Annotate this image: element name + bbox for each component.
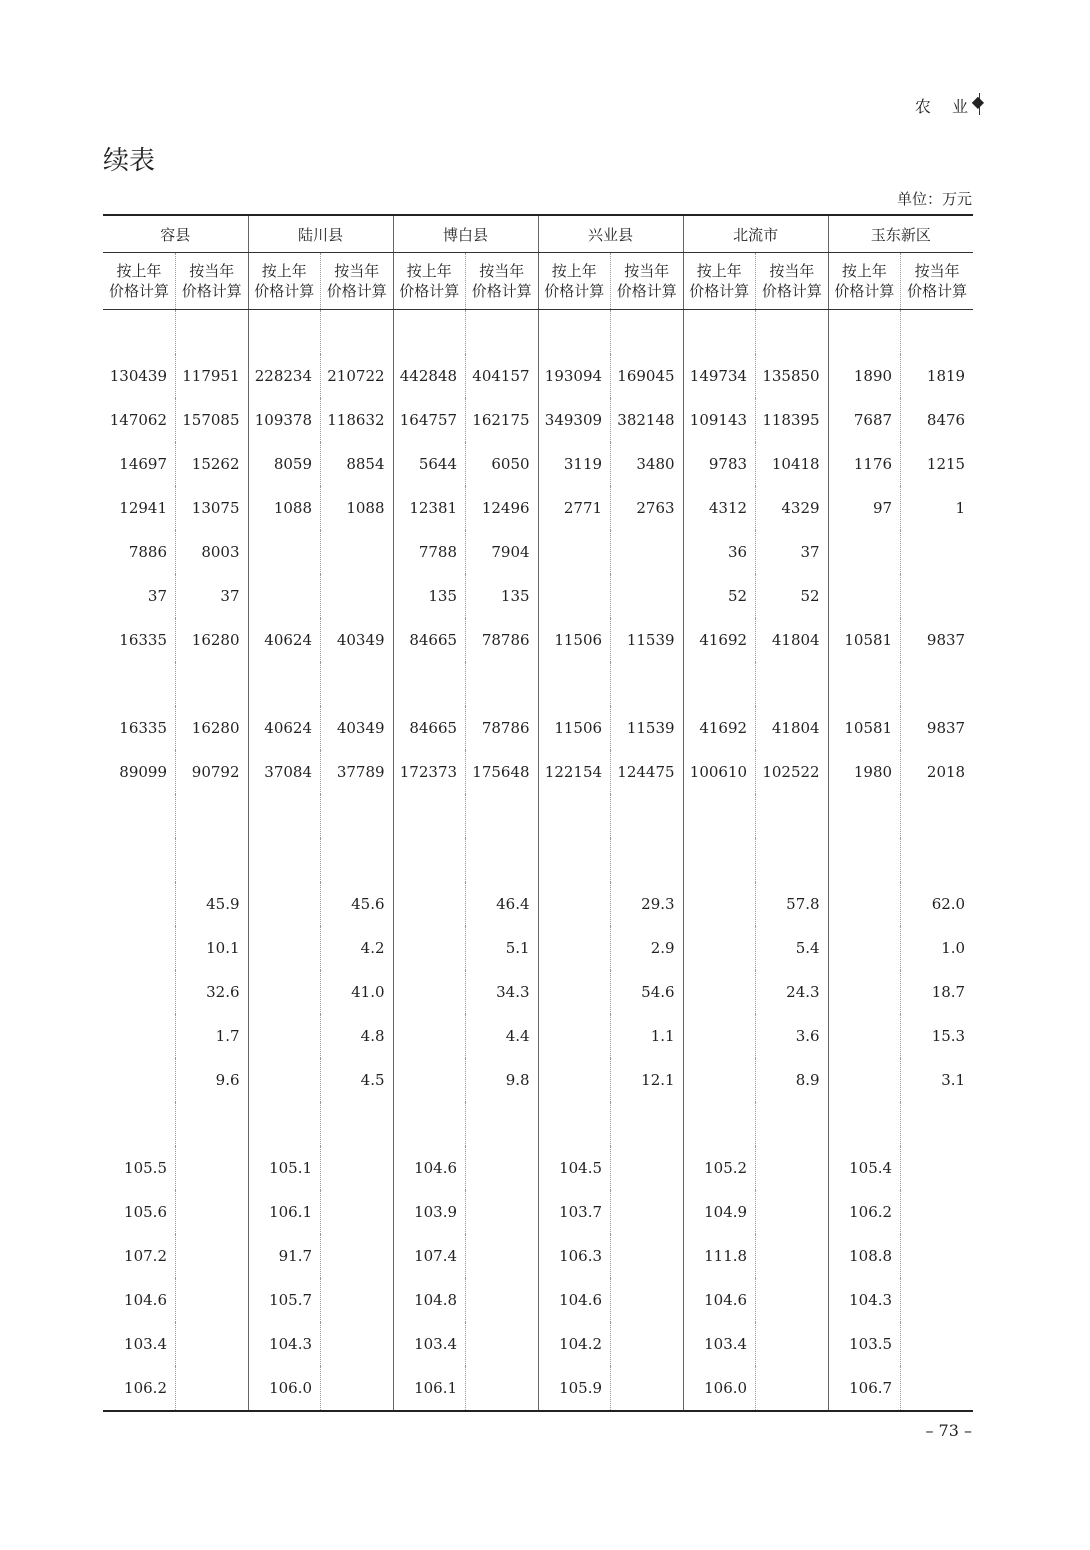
table-row xyxy=(103,1234,973,1278)
table-cell xyxy=(901,574,974,618)
unit-label: 单位：万元 xyxy=(896,190,972,208)
table-row xyxy=(103,1366,973,1411)
table-cell: 103.7 xyxy=(538,1190,611,1234)
table-cell xyxy=(466,1146,539,1190)
table-row xyxy=(103,1014,973,1058)
table-cell: 16280 xyxy=(176,618,249,662)
table-cell xyxy=(321,1366,394,1411)
table-cell xyxy=(683,970,756,1014)
table-cell: 122154 xyxy=(538,750,611,794)
table-row xyxy=(103,1278,973,1322)
table-cell: 32.6 xyxy=(176,970,249,1014)
table-cell: 124475 xyxy=(611,750,684,794)
table-cell xyxy=(248,970,321,1014)
table-cell: 34.3 xyxy=(466,970,539,1014)
table-cell: 3119 xyxy=(538,442,611,486)
table-cell xyxy=(538,1058,611,1102)
table-cell: 15262 xyxy=(176,442,249,486)
table-cell: 13075 xyxy=(176,486,249,530)
table-cell: 103.5 xyxy=(828,1322,901,1366)
table-cell: 90792 xyxy=(176,750,249,794)
table-cell xyxy=(393,926,466,970)
table-cell: 1088 xyxy=(248,486,321,530)
table-row xyxy=(103,1190,973,1234)
table-cell: 37 xyxy=(176,574,249,618)
table-cell xyxy=(538,970,611,1014)
table-cell: 15.3 xyxy=(901,1014,974,1058)
table-cell: 1.1 xyxy=(611,1014,684,1058)
table-cell: 11539 xyxy=(611,706,684,750)
table-cell: 104.6 xyxy=(124,1291,167,1309)
table-cell: 1819 xyxy=(901,354,974,398)
column-subheader: 按上年 价格计算 xyxy=(538,253,611,310)
table-cell xyxy=(828,926,901,970)
table-cell: 6050 xyxy=(466,442,539,486)
table-cell: 7886 xyxy=(128,543,167,561)
table-subheader-row xyxy=(103,253,973,310)
table-cell: 9837 xyxy=(901,618,974,662)
table-cell: 404157 xyxy=(466,354,539,398)
table-cell: 111.8 xyxy=(683,1234,756,1278)
column-subheader: 按当年 价格计算 xyxy=(321,253,394,310)
table-cell: 9.6 xyxy=(176,1058,249,1102)
table-cell xyxy=(828,1058,901,1102)
table-cell: 11539 xyxy=(611,618,684,662)
table-spacer-row xyxy=(103,310,973,355)
table-cell: 40349 xyxy=(321,618,394,662)
table-cell: 1176 xyxy=(828,442,901,486)
table-cell: 118395 xyxy=(756,398,829,442)
column-subheader: 按当年 价格计算 xyxy=(176,253,249,310)
column-subheader: 按上年 价格计算 xyxy=(828,253,901,310)
table-cell: 5.4 xyxy=(756,926,829,970)
table-cell: 135 xyxy=(466,574,539,618)
table-cell: 1.0 xyxy=(901,926,974,970)
table-cell xyxy=(321,574,394,618)
diamond-icon: ◆ xyxy=(971,92,984,111)
table-cell: 37 xyxy=(756,530,829,574)
table-cell xyxy=(756,1234,829,1278)
table-row xyxy=(103,970,973,1014)
table-cell xyxy=(901,530,974,574)
table-cell: 106.1 xyxy=(248,1190,321,1234)
table-cell: 2763 xyxy=(611,486,684,530)
table-row xyxy=(103,1322,973,1366)
table-cell: 54.6 xyxy=(611,970,684,1014)
table-cell: 172373 xyxy=(393,750,466,794)
table-cell xyxy=(901,1190,974,1234)
table-cell: 84665 xyxy=(393,706,466,750)
table-cell xyxy=(828,1014,901,1058)
table-cell: 104.6 xyxy=(683,1278,756,1322)
table-cell: 12381 xyxy=(393,486,466,530)
table-cell: 8476 xyxy=(901,398,974,442)
column-header: 北流市 xyxy=(683,215,828,253)
table-cell xyxy=(321,1190,394,1234)
table-cell xyxy=(683,882,756,926)
section-header: 农 业 xyxy=(914,97,976,116)
table-cell: 105.7 xyxy=(248,1278,321,1322)
table-cell xyxy=(103,926,176,970)
table-row xyxy=(103,398,973,442)
table-cell: 3.1 xyxy=(901,1058,974,1102)
table-cell: 135 xyxy=(393,574,466,618)
page-number: – 73 – xyxy=(925,1421,972,1440)
table-cell xyxy=(828,882,901,926)
table-cell: 104.2 xyxy=(538,1322,611,1366)
table-cell: 105.4 xyxy=(828,1146,901,1190)
table-cell: 41692 xyxy=(683,706,756,750)
table-cell: 24.3 xyxy=(756,970,829,1014)
table-row xyxy=(103,442,973,486)
table-cell xyxy=(538,574,611,618)
table-cell xyxy=(611,1234,684,1278)
table-body xyxy=(103,310,973,1412)
table-cell: 104.3 xyxy=(248,1322,321,1366)
table-cell xyxy=(756,1278,829,1322)
table-cell xyxy=(248,882,321,926)
table-cell: 103.4 xyxy=(683,1322,756,1366)
table-spacer-row xyxy=(103,838,973,882)
table-cell xyxy=(828,530,901,574)
table-spacer-row xyxy=(103,662,973,706)
table-cell xyxy=(466,1322,539,1366)
table-cell xyxy=(901,1278,974,1322)
table-cell: 106.0 xyxy=(248,1366,321,1411)
table-cell: 7788 xyxy=(393,530,466,574)
table-cell xyxy=(538,1014,611,1058)
table-header-row xyxy=(103,215,973,253)
table-cell: 9837 xyxy=(901,706,974,750)
table-cell xyxy=(466,1278,539,1322)
table-cell: 11506 xyxy=(538,706,611,750)
table-cell xyxy=(248,1014,321,1058)
table-cell xyxy=(176,1234,249,1278)
table-cell: 46.4 xyxy=(466,882,539,926)
table-cell xyxy=(611,1366,684,1411)
table-cell: 40624 xyxy=(248,706,321,750)
table-cell xyxy=(321,1146,394,1190)
table-cell: 442848 xyxy=(393,354,466,398)
table-cell: 103.4 xyxy=(393,1322,466,1366)
table-spacer-row xyxy=(103,1102,973,1146)
table-cell: 52 xyxy=(683,574,756,618)
table-cell: 40624 xyxy=(248,618,321,662)
table-cell xyxy=(248,926,321,970)
table-cell: 4312 xyxy=(683,486,756,530)
column-subheader: 按上年 价格计算 xyxy=(248,253,321,310)
table-cell xyxy=(828,574,901,618)
table-cell: 3480 xyxy=(611,442,684,486)
table-cell: 41804 xyxy=(756,618,829,662)
table-cell: 37789 xyxy=(321,750,394,794)
column-header: 博白县 xyxy=(393,215,538,253)
table-row xyxy=(103,706,973,750)
table-cell: 9.8 xyxy=(466,1058,539,1102)
table-cell: 382148 xyxy=(611,398,684,442)
table-cell: 4.4 xyxy=(466,1014,539,1058)
table-cell: 62.0 xyxy=(901,882,974,926)
table-cell xyxy=(248,530,321,574)
table-spacer-row xyxy=(103,794,973,838)
table-cell xyxy=(321,1278,394,1322)
table-cell xyxy=(901,1146,974,1190)
column-subheader: 按当年 价格计算 xyxy=(756,253,829,310)
table-cell: 106.0 xyxy=(683,1366,756,1411)
table-cell xyxy=(176,1190,249,1234)
table-cell: 4.5 xyxy=(321,1058,394,1102)
table-cell: 105.9 xyxy=(538,1366,611,1411)
table-cell xyxy=(756,1322,829,1366)
column-subheader: 按当年 价格计算 xyxy=(901,253,974,310)
table-cell xyxy=(466,1366,539,1411)
table-cell: 349309 xyxy=(538,398,611,442)
table-cell: 1088 xyxy=(321,486,394,530)
table-cell: 8.9 xyxy=(756,1058,829,1102)
table-cell: 104.3 xyxy=(828,1278,901,1322)
table-cell: 104.9 xyxy=(683,1190,756,1234)
table-cell: 10.1 xyxy=(176,926,249,970)
table-cell: 100610 xyxy=(683,750,756,794)
table-cell: 1.7 xyxy=(176,1014,249,1058)
table-row xyxy=(103,1058,973,1102)
table-cell xyxy=(538,530,611,574)
table-cell xyxy=(756,1366,829,1411)
table-cell: 104.5 xyxy=(538,1146,611,1190)
table-cell: 228234 xyxy=(248,354,321,398)
column-header: 兴业县 xyxy=(538,215,683,253)
table-cell xyxy=(683,1014,756,1058)
table-cell: 4.8 xyxy=(321,1014,394,1058)
table-cell xyxy=(466,1234,539,1278)
table-cell: 106.7 xyxy=(828,1366,901,1411)
column-subheader: 按上年 价格计算 xyxy=(393,253,466,310)
table-cell: 2.9 xyxy=(611,926,684,970)
table-row xyxy=(103,530,973,574)
table-cell: 11506 xyxy=(538,618,611,662)
table-cell: 16335 xyxy=(119,719,167,737)
table-cell xyxy=(248,574,321,618)
table-cell: 149734 xyxy=(683,354,756,398)
table-cell: 117951 xyxy=(176,354,249,398)
table-cell: 18.7 xyxy=(901,970,974,1014)
table-cell: 57.8 xyxy=(756,882,829,926)
table-cell: 2018 xyxy=(901,750,974,794)
table-cell: 5.1 xyxy=(466,926,539,970)
table-cell: 104.6 xyxy=(393,1146,466,1190)
table-cell: 2771 xyxy=(538,486,611,530)
table-cell: 37 xyxy=(147,587,167,605)
table-cell: 41804 xyxy=(756,706,829,750)
table-cell: 7904 xyxy=(466,530,539,574)
table-cell: 4.2 xyxy=(321,926,394,970)
table-cell: 12941 xyxy=(119,499,167,517)
table-cell: 105.2 xyxy=(683,1146,756,1190)
table-cell: 147062 xyxy=(109,411,167,429)
table-cell: 175648 xyxy=(466,750,539,794)
table-cell xyxy=(393,882,466,926)
table-cell: 169045 xyxy=(611,354,684,398)
table-cell: 1215 xyxy=(901,442,974,486)
table-cell xyxy=(321,1234,394,1278)
table-cell: 108.8 xyxy=(828,1234,901,1278)
table-cell xyxy=(901,1366,974,1411)
table-cell: 36 xyxy=(683,530,756,574)
table-row xyxy=(103,486,973,530)
table-cell: 106.3 xyxy=(538,1234,611,1278)
table-cell: 14697 xyxy=(119,455,167,473)
table-cell: 41692 xyxy=(683,618,756,662)
table-cell: 89099 xyxy=(119,763,167,781)
table-cell: 106.1 xyxy=(393,1366,466,1411)
table-cell xyxy=(393,970,466,1014)
table-cell xyxy=(683,926,756,970)
statistics-table xyxy=(103,214,973,1412)
table-cell: 97 xyxy=(828,486,901,530)
column-subheader: 按上年 价格计算 xyxy=(683,253,756,310)
table-cell: 78786 xyxy=(466,618,539,662)
table-cell: 103.9 xyxy=(393,1190,466,1234)
table-cell xyxy=(901,1234,974,1278)
table-cell: 193094 xyxy=(538,354,611,398)
page-title: 续表 xyxy=(103,146,156,176)
column-subheader: 按上年 价格计算 xyxy=(103,253,176,310)
table-cell xyxy=(538,882,611,926)
table-cell: 107.2 xyxy=(124,1247,167,1265)
table-cell xyxy=(103,1014,176,1058)
table-cell xyxy=(321,530,394,574)
table-cell: 16335 xyxy=(119,631,167,649)
column-subheader: 按当年 价格计算 xyxy=(611,253,684,310)
column-subheader: 按当年 价格计算 xyxy=(466,253,539,310)
table-cell xyxy=(176,1146,249,1190)
table-cell xyxy=(538,926,611,970)
table-cell: 12.1 xyxy=(611,1058,684,1102)
table-cell: 91.7 xyxy=(248,1234,321,1278)
table-cell: 10418 xyxy=(756,442,829,486)
table-cell: 164757 xyxy=(393,398,466,442)
table-cell xyxy=(611,530,684,574)
table-cell: 29.3 xyxy=(611,882,684,926)
table-cell xyxy=(611,1146,684,1190)
table-cell: 109378 xyxy=(248,398,321,442)
table-cell xyxy=(611,1278,684,1322)
table-cell xyxy=(103,970,176,1014)
table-cell: 52 xyxy=(756,574,829,618)
table-cell: 1890 xyxy=(828,354,901,398)
table-cell xyxy=(611,1190,684,1234)
table-cell: 104.6 xyxy=(538,1278,611,1322)
table-cell xyxy=(321,1322,394,1366)
table-cell: 9783 xyxy=(683,442,756,486)
table-cell: 41.0 xyxy=(321,970,394,1014)
table-cell: 1980 xyxy=(828,750,901,794)
table-cell: 105.5 xyxy=(124,1159,167,1177)
column-header: 容县 xyxy=(103,215,248,253)
table-cell: 84665 xyxy=(393,618,466,662)
table-cell xyxy=(176,1322,249,1366)
table-cell: 103.4 xyxy=(124,1335,167,1353)
table-row xyxy=(103,1146,973,1190)
table-cell xyxy=(393,1014,466,1058)
table-cell: 3.6 xyxy=(756,1014,829,1058)
table-cell: 102522 xyxy=(756,750,829,794)
table-cell xyxy=(248,1058,321,1102)
table-cell: 37084 xyxy=(248,750,321,794)
table-cell: 4329 xyxy=(756,486,829,530)
table-cell: 210722 xyxy=(321,354,394,398)
table-cell: 10581 xyxy=(828,706,901,750)
table-cell: 1 xyxy=(901,486,974,530)
table-cell xyxy=(756,1190,829,1234)
table-cell: 7687 xyxy=(828,398,901,442)
table-cell xyxy=(756,1146,829,1190)
table-cell: 107.4 xyxy=(393,1234,466,1278)
table-cell: 157085 xyxy=(176,398,249,442)
column-header: 玉东新区 xyxy=(828,215,973,253)
table-row xyxy=(103,750,973,794)
table-cell: 106.2 xyxy=(828,1190,901,1234)
table-cell xyxy=(176,1278,249,1322)
table-cell: 5644 xyxy=(393,442,466,486)
table-cell: 104.8 xyxy=(393,1278,466,1322)
table-cell xyxy=(103,882,176,926)
table-cell: 10581 xyxy=(828,618,901,662)
table-cell xyxy=(611,574,684,618)
table-cell: 45.6 xyxy=(321,882,394,926)
table-cell: 162175 xyxy=(466,398,539,442)
table-cell: 12496 xyxy=(466,486,539,530)
table-cell xyxy=(393,1058,466,1102)
table-cell: 16280 xyxy=(176,706,249,750)
table-cell xyxy=(611,1322,684,1366)
table-cell: 130439 xyxy=(109,367,167,385)
table-cell: 106.2 xyxy=(103,1366,176,1411)
table-cell: 8059 xyxy=(248,442,321,486)
table-cell: 78786 xyxy=(466,706,539,750)
table-cell: 45.9 xyxy=(176,882,249,926)
table-cell xyxy=(103,1058,176,1102)
column-header: 陆川县 xyxy=(248,215,393,253)
table-cell xyxy=(683,1058,756,1102)
table-cell: 105.6 xyxy=(124,1203,167,1221)
table-cell: 8854 xyxy=(321,442,394,486)
table-cell: 8003 xyxy=(176,530,249,574)
table-cell: 105.1 xyxy=(248,1146,321,1190)
table-row xyxy=(103,618,973,662)
table-cell xyxy=(176,1366,249,1411)
table-row xyxy=(103,926,973,970)
table-cell xyxy=(466,1190,539,1234)
table-row xyxy=(103,882,973,926)
table-cell: 118632 xyxy=(321,398,394,442)
table-cell: 40349 xyxy=(321,706,394,750)
table-cell: 135850 xyxy=(756,354,829,398)
table-row xyxy=(103,354,973,398)
table-cell: 109143 xyxy=(683,398,756,442)
table-cell xyxy=(828,970,901,1014)
table-row xyxy=(103,574,973,618)
table-cell xyxy=(901,1322,974,1366)
